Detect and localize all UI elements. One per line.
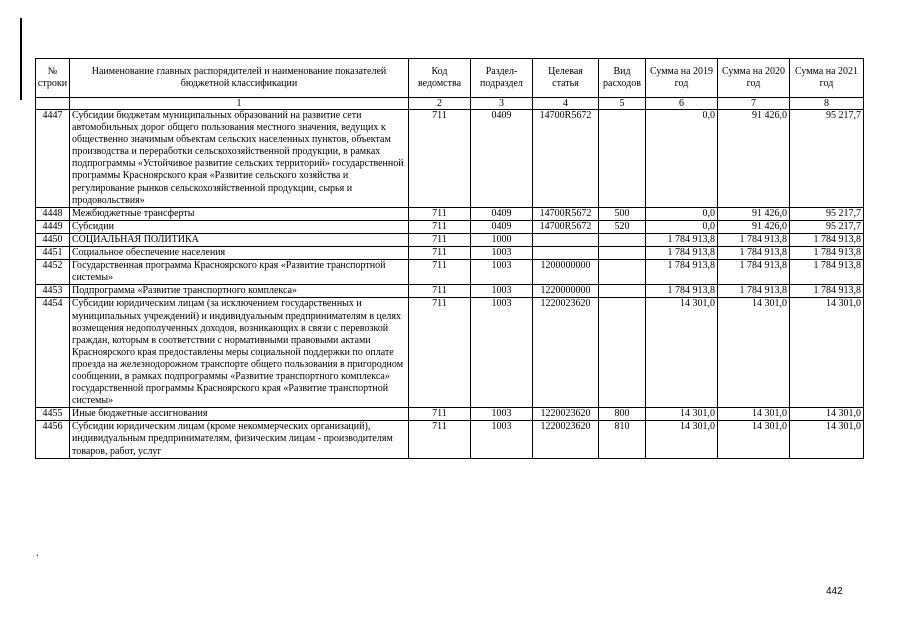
row-expense-type bbox=[599, 285, 646, 298]
budget-table bbox=[35, 58, 864, 459]
row-target bbox=[533, 247, 599, 260]
row-expense-type: 500 bbox=[599, 207, 646, 220]
row-sum-2021: 1 784 913,8 bbox=[790, 233, 864, 246]
row-number: 4452 bbox=[36, 260, 70, 285]
table-row bbox=[36, 220, 864, 233]
table-row bbox=[36, 298, 864, 408]
row-expense-type bbox=[599, 247, 646, 260]
row-expense-type bbox=[599, 260, 646, 285]
column-number: 8 bbox=[790, 98, 864, 110]
row-target: 1220000000 bbox=[533, 285, 599, 298]
col-header-sum-2020: Сумма на 2020 год bbox=[718, 59, 790, 98]
row-sum-2021: 1 784 913,8 bbox=[790, 285, 864, 298]
table-body bbox=[36, 98, 864, 459]
row-number: 4456 bbox=[36, 421, 70, 458]
row-target: 1220023620 bbox=[533, 421, 599, 458]
table-row bbox=[36, 247, 864, 260]
table-row bbox=[36, 408, 864, 421]
margin-rule bbox=[20, 18, 22, 100]
row-code: 711 bbox=[409, 285, 471, 298]
row-number: 4453 bbox=[36, 285, 70, 298]
row-section: 0409 bbox=[471, 207, 533, 220]
row-sum-2020: 91 426,0 bbox=[718, 110, 790, 208]
row-sum-2020: 1 784 913,8 bbox=[718, 285, 790, 298]
col-header-expense-type: Вид расходов bbox=[599, 59, 646, 98]
table-row bbox=[36, 207, 864, 220]
row-name: Субсидии юридическим лицам (за исключением государственных и муниципальных учреждений) и индивидуальным предпринимателям в целях возмещения недополученных доходов, возникающих в связи с перевозкой граждан, которым в соответствии с нормативными правовыми актами Красноярского края предоставлены меры социальной поддержки по оплате проезда на железнодорожном транспорте общего пользования в пригородном сообщении, в рамках подпрограммы «Развитие транспортного комплекса» государственной программы Красноярского края «Развитие транспортной системы» bbox=[70, 298, 409, 408]
row-expense-type bbox=[599, 233, 646, 246]
row-sum-2021: 1 784 913,8 bbox=[790, 260, 864, 285]
column-number-row bbox=[36, 98, 864, 110]
row-target: 1220023620 bbox=[533, 298, 599, 408]
col-header-section: Раздел-подраздел bbox=[471, 59, 533, 98]
col-header-row-no: № строки bbox=[36, 59, 70, 98]
row-name: Социальное обеспечение населения bbox=[70, 247, 409, 260]
row-section: 0409 bbox=[471, 220, 533, 233]
row-number: 4448 bbox=[36, 207, 70, 220]
row-sum-2021: 14 301,0 bbox=[790, 421, 864, 458]
row-sum-2020: 14 301,0 bbox=[718, 298, 790, 408]
row-sum-2020: 1 784 913,8 bbox=[718, 260, 790, 285]
table-row bbox=[36, 233, 864, 246]
col-header-target: Целевая статья bbox=[533, 59, 599, 98]
table-row bbox=[36, 285, 864, 298]
row-expense-type: 520 bbox=[599, 220, 646, 233]
row-name: Субсидии юридическим лицам (кроме некоммерческих организаций), индивидуальным предпринимателям, физическим лицам - производителям товаров, работ, услуг bbox=[70, 421, 409, 458]
row-sum-2021: 95 217,7 bbox=[790, 110, 864, 208]
row-sum-2020: 1 784 913,8 bbox=[718, 233, 790, 246]
column-number: 7 bbox=[718, 98, 790, 110]
row-sum-2019: 1 784 913,8 bbox=[646, 247, 718, 260]
page-number: 442 bbox=[826, 586, 843, 597]
row-name: Государственная программа Красноярского края «Развитие транспортной системы» bbox=[70, 260, 409, 285]
row-sum-2019: 0,0 bbox=[646, 220, 718, 233]
row-name: Иные бюджетные ассигнования bbox=[70, 408, 409, 421]
row-sum-2020: 91 426,0 bbox=[718, 207, 790, 220]
row-sum-2019: 14 301,0 bbox=[646, 298, 718, 408]
row-sum-2021: 95 217,7 bbox=[790, 220, 864, 233]
row-code: 711 bbox=[409, 298, 471, 408]
row-section: 1003 bbox=[471, 247, 533, 260]
col-header-name: Наименование главных распорядителей и наименование показателей бюджетной классификации bbox=[70, 59, 409, 98]
row-sum-2020: 14 301,0 bbox=[718, 421, 790, 458]
table-header-row bbox=[36, 59, 864, 98]
row-code: 711 bbox=[409, 233, 471, 246]
row-code: 711 bbox=[409, 207, 471, 220]
row-section: 1003 bbox=[471, 421, 533, 458]
row-number: 4455 bbox=[36, 408, 70, 421]
row-section: 1003 bbox=[471, 408, 533, 421]
column-number: 2 bbox=[409, 98, 471, 110]
row-section: 1003 bbox=[471, 260, 533, 285]
column-number-blank bbox=[36, 98, 70, 110]
row-section: 1003 bbox=[471, 298, 533, 408]
row-sum-2019: 14 301,0 bbox=[646, 421, 718, 458]
row-sum-2021: 95 217,7 bbox=[790, 207, 864, 220]
row-target bbox=[533, 233, 599, 246]
row-name: Субсидии бюджетам муниципальных образований на развитие сети автомобильных дорог общего пользования местного значения, ведущих к общественно значимым объектам сельских населенных пунктов, объектам производства и переработки сельскохозяйственной продукции, в рамках подпрограммы «Устойчивое развитие сельских территорий» государственной программы Красноярского края «Развитие сельского хозяйства и регулирование рынков сельскохозяйственной продукции, сырья и продовольствия» bbox=[70, 110, 409, 208]
row-sum-2021: 14 301,0 bbox=[790, 298, 864, 408]
table-row bbox=[36, 110, 864, 208]
row-expense-type bbox=[599, 298, 646, 408]
row-name: Межбюджетные трансферты bbox=[70, 207, 409, 220]
column-number: 1 bbox=[70, 98, 409, 110]
row-expense-type: 800 bbox=[599, 408, 646, 421]
row-code: 711 bbox=[409, 220, 471, 233]
row-expense-type: 810 bbox=[599, 421, 646, 458]
row-code: 711 bbox=[409, 247, 471, 260]
row-sum-2019: 0,0 bbox=[646, 110, 718, 208]
row-code: 711 bbox=[409, 408, 471, 421]
column-number: 5 bbox=[599, 98, 646, 110]
row-sum-2019: 1 784 913,8 bbox=[646, 260, 718, 285]
table-row bbox=[36, 421, 864, 458]
row-number: 4449 bbox=[36, 220, 70, 233]
row-expense-type bbox=[599, 110, 646, 208]
row-number: 4447 bbox=[36, 110, 70, 208]
row-sum-2019: 1 784 913,8 bbox=[646, 285, 718, 298]
row-target: 1220023620 bbox=[533, 408, 599, 421]
col-header-sum-2021: Сумма на 2021 год bbox=[790, 59, 864, 98]
stray-mark: . bbox=[36, 548, 39, 559]
row-name: Субсидии bbox=[70, 220, 409, 233]
row-sum-2019: 14 301,0 bbox=[646, 408, 718, 421]
row-sum-2019: 0,0 bbox=[646, 207, 718, 220]
row-name: Подпрограмма «Развитие транспортного комплекса» bbox=[70, 285, 409, 298]
col-header-code: Код ведомства bbox=[409, 59, 471, 98]
row-code: 711 bbox=[409, 421, 471, 458]
row-target: 14700R5672 bbox=[533, 110, 599, 208]
row-number: 4451 bbox=[36, 247, 70, 260]
table-row bbox=[36, 260, 864, 285]
row-target: 1200000000 bbox=[533, 260, 599, 285]
row-section: 1003 bbox=[471, 285, 533, 298]
row-sum-2021: 1 784 913,8 bbox=[790, 247, 864, 260]
row-target: 14700R5672 bbox=[533, 207, 599, 220]
column-number: 4 bbox=[533, 98, 599, 110]
row-target: 14700R5672 bbox=[533, 220, 599, 233]
row-sum-2020: 14 301,0 bbox=[718, 408, 790, 421]
column-number: 6 bbox=[646, 98, 718, 110]
row-section: 0409 bbox=[471, 110, 533, 208]
col-header-sum-2019: Сумма на 2019 год bbox=[646, 59, 718, 98]
row-section: 1000 bbox=[471, 233, 533, 246]
row-sum-2020: 1 784 913,8 bbox=[718, 247, 790, 260]
row-number: 4454 bbox=[36, 298, 70, 408]
row-sum-2019: 1 784 913,8 bbox=[646, 233, 718, 246]
row-code: 711 bbox=[409, 110, 471, 208]
row-name: СОЦИАЛЬНАЯ ПОЛИТИКА bbox=[70, 233, 409, 246]
row-sum-2020: 91 426,0 bbox=[718, 220, 790, 233]
row-number: 4450 bbox=[36, 233, 70, 246]
row-code: 711 bbox=[409, 260, 471, 285]
column-number: 3 bbox=[471, 98, 533, 110]
row-sum-2021: 14 301,0 bbox=[790, 408, 864, 421]
